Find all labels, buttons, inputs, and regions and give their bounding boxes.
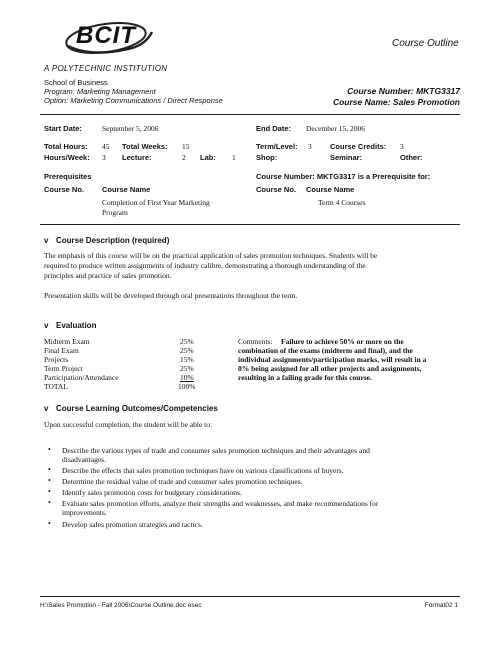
section-marker: v <box>44 404 49 413</box>
course-name: Course Name: Sales Promotion <box>332 97 460 107</box>
course-number: Course Number: MKTG3317 <box>347 86 460 96</box>
eval-total-label: TOTAL <box>44 382 68 391</box>
eval-item-label: Participation/Attendance <box>44 373 119 382</box>
comment-line: combination of the exams (midterm and final), and the <box>238 346 413 355</box>
bullet-icon: • <box>48 487 51 496</box>
comment-line: 0% being assigned for all other projects and assignments, <box>238 364 422 373</box>
outcome-item: Identify sales promotion costs for budgetary considerations. <box>62 488 242 497</box>
course-name-header-right: Course Name <box>306 185 355 194</box>
shop-label: Shop: <box>256 153 278 162</box>
hours-week-label: Hours/Week: <box>44 153 90 162</box>
outcomes-intro: Upon successful completion, the student will be able to: <box>44 420 213 429</box>
bullet-icon: • <box>48 498 51 507</box>
bullet-icon: • <box>48 476 51 485</box>
lab-value: 1 <box>232 153 236 162</box>
program-name: Program: Marketing Management <box>44 87 156 96</box>
start-date-value: September 5, 2006 <box>102 124 159 133</box>
eval-item-label: Term Project <box>44 364 83 373</box>
lab-label: Lab: <box>200 153 216 162</box>
prerequisite-for-title: Course Number: MKTG3317 is a Prerequisite for: <box>256 172 431 181</box>
total-hours-value: 45 <box>102 142 110 151</box>
section-marker: v <box>44 321 49 330</box>
description-line: The emphasis of this course will be on the practical application of sales promotion techniques. Students will be <box>44 251 378 260</box>
eval-item-value: 10% <box>180 373 194 382</box>
prereq-item-line2: Program <box>102 208 128 217</box>
outcome-item: Describe the effects that sales promotion techniques have on various classifications of buyers. <box>62 466 344 475</box>
other-label: Other: <box>400 153 423 162</box>
comment-line: resulting in a failing grade for this course. <box>238 373 372 382</box>
description-line: Presentation skills will be developed through oral presentations throughout the term. <box>44 291 298 300</box>
comments-label: Comments: <box>238 337 273 346</box>
eval-item-label: Projects <box>44 355 69 364</box>
eval-item-value: 15% <box>180 355 194 364</box>
section-marker: v <box>44 236 49 245</box>
end-date-label: End Date: <box>256 124 292 133</box>
total-weeks-value: 15 <box>182 142 190 151</box>
comment-line: Failure to achieve 50% or more on the <box>281 337 404 346</box>
footer-path: H:\Sales Promotion - Fall 2006\Course Outline.doc esec <box>40 602 202 609</box>
doc-title: Course Outline <box>392 38 459 49</box>
outcome-item: improvements. <box>62 508 107 517</box>
hours-week-value: 3 <box>102 153 106 162</box>
eval-item-value: 25% <box>180 337 194 346</box>
school-name: School of Business <box>44 78 108 87</box>
course-credits-label: Course Credits: <box>330 142 387 151</box>
prereq-for-item: Term 4 Courses <box>318 198 366 207</box>
bullet-icon: • <box>48 445 51 454</box>
eval-item-label: Midterm Exam <box>44 337 90 346</box>
outcome-item: Determine the residual value of trade and consumer sales promotion techniques. <box>62 477 303 486</box>
outcomes-heading: Course Learning Outcomes/Competencies <box>56 404 218 413</box>
divider <box>40 114 460 115</box>
eval-total-value: 100% <box>178 382 196 391</box>
outcome-item: Evaluate sales promotion efforts, analyze their strengths and weaknesses, and make recommendations for <box>62 499 379 508</box>
logo-text: BCIT <box>76 22 136 49</box>
footer-divider <box>40 596 460 597</box>
eval-item-value: 25% <box>180 364 194 373</box>
course-no-header: Course No. <box>44 185 85 194</box>
institution-tagline: A POLYTECHNIC INSTITUTION <box>44 64 168 73</box>
divider <box>40 224 460 225</box>
bullet-icon: • <box>48 465 51 474</box>
eval-item-value: 25% <box>180 346 194 355</box>
comment-line: individual assignments/participation marks, will result in a <box>238 355 427 364</box>
description-heading: Course Description (required) <box>56 236 170 245</box>
seminar-label: Seminar: <box>330 153 363 162</box>
outcome-item: Develop sales promotion strategies and tactics. <box>62 520 203 529</box>
course-no-header-right: Course No. <box>256 185 297 194</box>
evaluation-heading: Evaluation <box>56 321 97 330</box>
description-line: principles and practice of sales promotion. <box>44 271 172 280</box>
end-date-value: December 15, 2006 <box>306 124 365 133</box>
footer-page: Format02 1 <box>424 602 458 609</box>
lecture-value: 2 <box>182 153 186 162</box>
term-level-label: Term/Level: <box>256 142 298 151</box>
total-weeks-label: Total Weeks: <box>122 142 168 151</box>
option-name: Option: Marketing Communications / Direct Response <box>44 96 223 105</box>
outcome-item: disadvantages. <box>62 455 106 464</box>
course-name-header: Course Name <box>102 185 151 194</box>
term-level-value: 3 <box>308 142 312 151</box>
lecture-label: Lecture: <box>122 153 152 162</box>
bullet-icon: • <box>48 519 51 528</box>
course-credits-value: 3 <box>400 142 404 151</box>
description-line: required to produce written assignments of industry calibre, demonstrating a thorough understanding of the <box>44 261 366 270</box>
total-hours-label: Total Hours: <box>44 142 88 151</box>
eval-item-label: Final Exam <box>44 346 79 355</box>
prerequisites-title: Prerequisites <box>44 172 92 181</box>
bcit-logo <box>62 18 154 62</box>
outcome-item: Describe the various types of trade and consumer sales promotion techniques and their advantages and <box>62 446 370 455</box>
prereq-item-line1: Completion of First Year Marketing <box>102 198 210 207</box>
start-date-label: Start Date: <box>44 124 82 133</box>
